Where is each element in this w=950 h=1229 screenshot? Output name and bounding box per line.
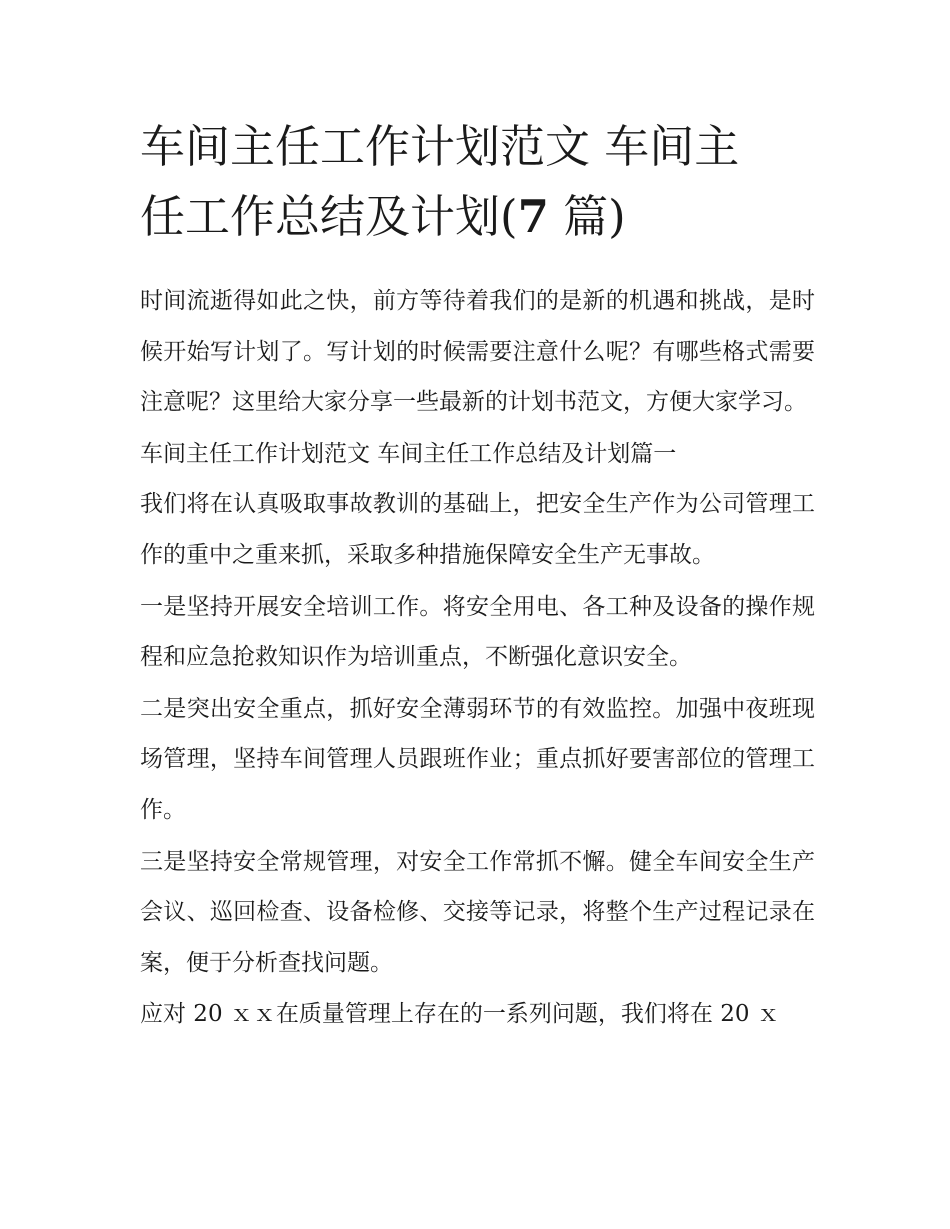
document-title bbox=[140, 112, 820, 252]
document-body bbox=[140, 276, 815, 1041]
title-line-1: 车间主任工作计划范文 车间主 bbox=[140, 120, 740, 173]
body-paragraph: 应对 20 ｘｘ在质量管理上存在的一系列问题，我们将在 20 ｘ bbox=[140, 1001, 780, 1028]
body-paragraph: 我们将在认真吸取事故教训的基础上，把安全生产作为公司管理工作的重中之重来抓，采取多种措施保障安全生产无事故。 bbox=[140, 491, 815, 568]
intro-paragraph: 时间流逝得如此之快，前方等待着我们的是新的机遇和挑战，是时候开始写计划了。写计划的时候需要注意什么呢？有哪些格式需要注意呢？这里给大家分享一些最新的计划书范文，方便大家学习。 bbox=[140, 288, 815, 416]
title-line-2-suffix: 篇) bbox=[548, 190, 626, 243]
section-heading: 车间主任工作计划范文 车间主任工作总结及计划篇一 bbox=[140, 440, 677, 467]
body-paragraph: 三是坚持安全常规管理，对安全工作常抓不懈。健全车间安全生产会议、巡回检查、设备检修、交接等记录，将整个生产过程记录在案，便于分析查找问题。 bbox=[140, 848, 815, 976]
body-paragraph: 一是坚持开展安全培训工作。将安全用电、各工种及设备的操作规程和应急抢救知识作为培训重点，不断强化意识安全。 bbox=[140, 593, 815, 671]
title-line-2-prefix: 任工作总结及计划( bbox=[140, 190, 518, 243]
title-article-count: 7 bbox=[517, 190, 549, 243]
body-paragraph: 二是突出安全重点，抓好安全薄弱环节的有效监控。加强中夜班现场管理，坚持车间管理人员跟班作业；重点抓好要害部位的管理工作。 bbox=[140, 695, 815, 823]
